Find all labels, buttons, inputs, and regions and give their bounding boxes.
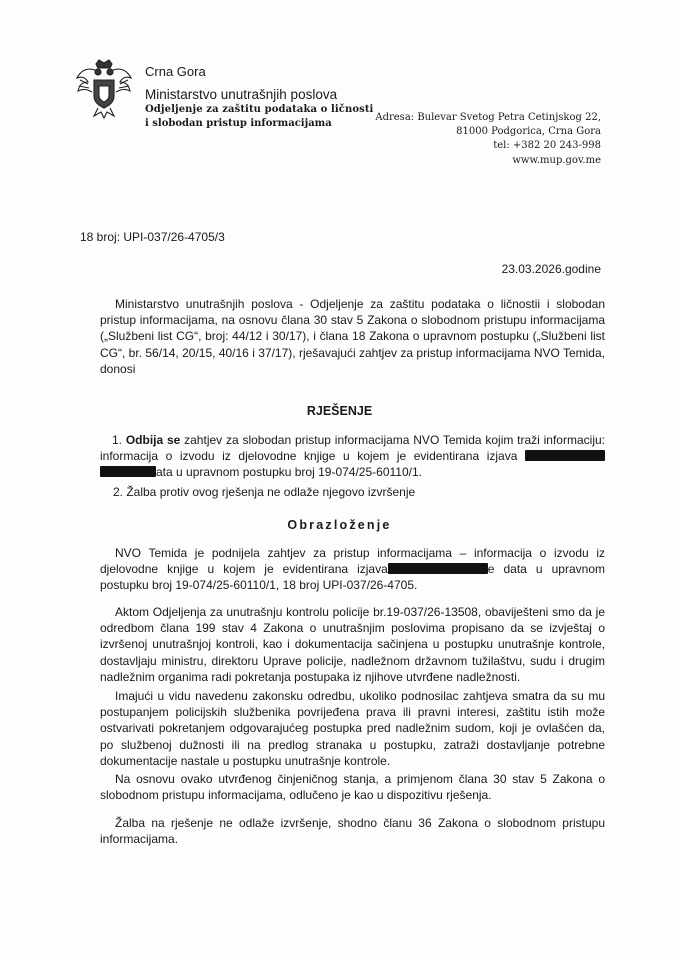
reasoning-title: Obrazloženje — [287, 518, 392, 532]
disposition-item-2: 2. Žalba protiv ovog rješenja ne odlaže njegovo izvršenje — [113, 485, 416, 499]
header-department-line2: i slobodan pristup informacijama — [145, 118, 332, 129]
reasoning-paragraph: Imajući u vidu navedenu zakonsku odredbu, ukoliko podnosilac zahtjeva smatra da su mu postupanjem policijskih službenika povrijeđena prava ili pravni interesi, zaštitu istih može ostvarivati pokretanjem odgovarajućeg postupka pred nadležnim sudom, koji je ovlašćen da, po službenoj dužnosti ili na predlog stranaka u postupku, zatraži dostavljanje potrebne dokumentacije nastale u postupku unutrašnje kontrole. — [100, 689, 605, 768]
address-phone: tel: +382 20 243-998 — [493, 140, 601, 151]
item-number: 1. — [112, 433, 123, 447]
reasoning-paragraph: Aktom Odjeljenja za unutrašnju kontrolu policije br.19-037/26-13508, obaviješteni smo da je odredbom člana 199 stav 4 Zakona o unutrašnjim poslovima propisano da se izvještaj o izvršenoj unutrašnjoj kontroli, kao i dokumentacija sačinjena u postupku unutrašnje kontrole, dostavljaju ministru, direktoru Uprave policije, nadležnom državnom tužilaštvu, sudu i drugim nadležnim organima radi pokretanja postupaka iz njihove utvrđene nadležnosti. — [100, 605, 605, 684]
disposition-item-1 — [100, 432, 605, 481]
reasoning-paragraph: Na osnovu ovako utvrđenog činjeničnog stanja, a primjenom člana 30 stav 5 Zakona o slobodnom pristupu informacijama, odlučeno je kao u dispozitivu rješenja. — [100, 772, 605, 803]
intro-paragraph: Ministarstvo unutrašnjih poslova - Odjeljenje za zaštitu podataka o ličnostii i slobodan pristup informacijama, na osnovu člana 30 stav 5 Zakona o slobodnom pristupu informacijama („Službeni list CG“, broj: 44/12 i 30/17), i člana 18 Zakona o upravnom postupku („Službeni list CG“, br. 56/14, 20/15, 40/16 i 37/17), rješavajući zahtjev za pristup informacijama NVO Temida, donosi — [100, 297, 605, 376]
address-line: Adresa: Bulevar Svetog Petra Cetinjskog 22, — [375, 112, 601, 123]
header-country: Crna Gora — [145, 64, 206, 79]
paragraph-text: NVO Temida je podnijela zahtjev za pristup informacijama – informacija o izvodu iz djelovodne knjige u kojem je evidentirana izjava — [100, 546, 605, 577]
address-line: 81000 Podgorica, Crna Gora — [456, 126, 601, 137]
redaction-block — [388, 563, 488, 574]
reference-number: 18 broj: UPI-037/26-4705/3 — [80, 230, 225, 244]
coat-of-arms-icon — [74, 58, 134, 120]
decision-title: RJEŠENJE — [306, 404, 373, 418]
header-ministry: Ministarstvo unutrašnjih poslova — [145, 87, 338, 102]
redaction-block — [100, 466, 156, 477]
reasoning-paragraph: Žalba na rješenje ne odlaže izvršenje, shodno članu 36 Zakona o slobodnom pristupu informacijama. — [100, 816, 605, 847]
address-website: www.mup.gov.me — [512, 155, 601, 166]
redaction-block — [525, 450, 605, 461]
item-text: zahtjev za slobodan pristup informacijama NVO Temida kojim traži informaciju: informacija o izvodu iz djelovodne knjige u kojem je evidentirana izjava — [100, 433, 605, 464]
reasoning-paragraph — [100, 545, 605, 594]
document-date: 23.03.2026.godine — [501, 262, 601, 276]
header-department-line1: Odjeljenje za zaštitu podataka o ličnosti — [145, 104, 374, 115]
item-bold-lead: Odbija se — [125, 433, 181, 447]
item-text: ata u upravnom postupku broj 19-074/25-60110/1. — [156, 465, 422, 480]
paragraph-text: e data u upravnom postupku broj 19-074/25-60110/1, 18 broj UPI-037/26-4705. — [100, 562, 605, 593]
